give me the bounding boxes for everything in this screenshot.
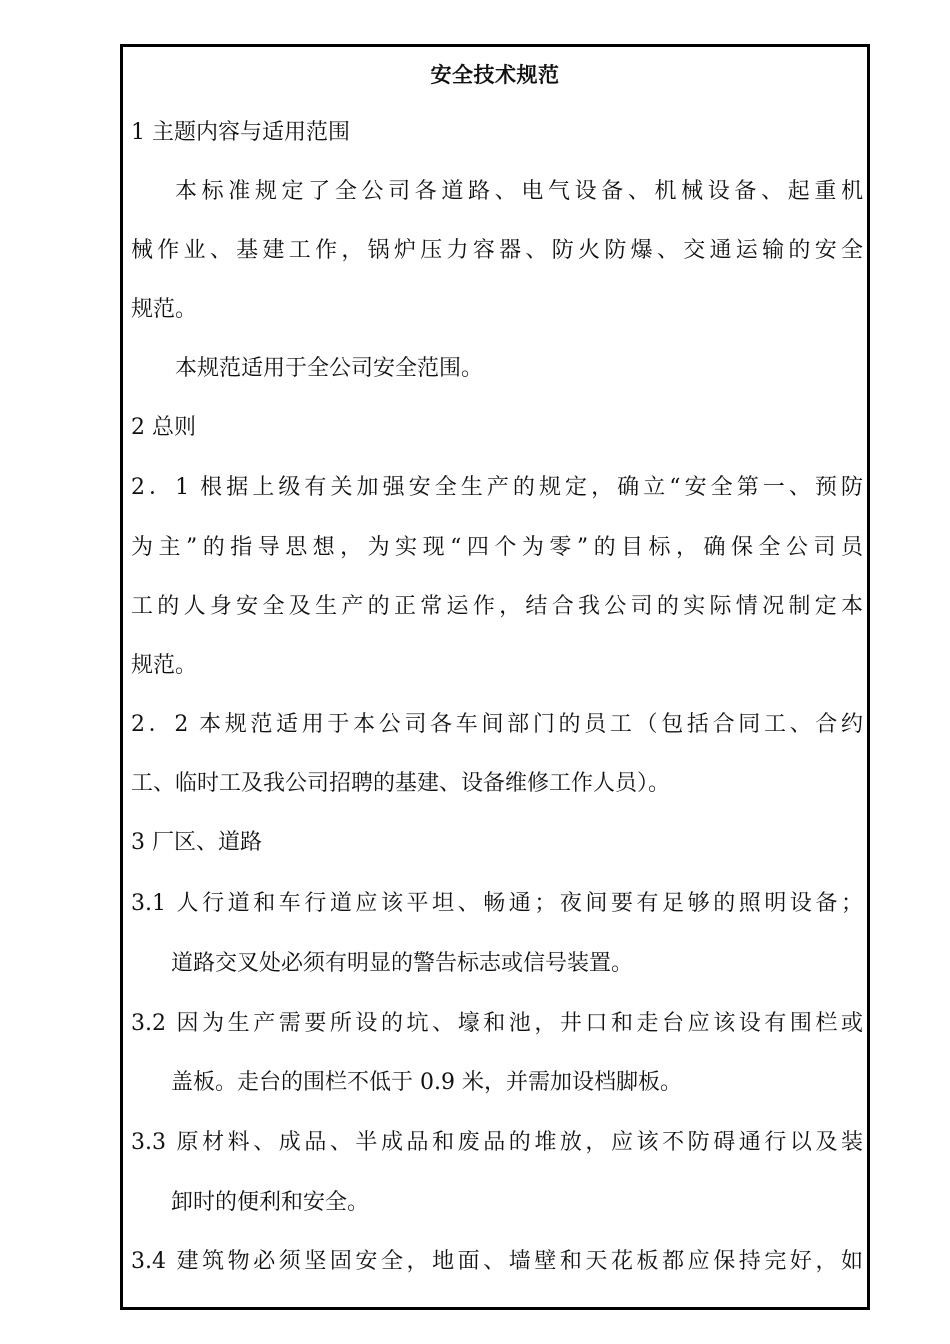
- clause-line: 2．1 根据上级有关加强安全生产的规定，确立“安全第一、预防: [131, 475, 863, 500]
- clause-line: 3.2 因为生产需要所设的坑、壕和池，井口和走台应该设有围栏或: [131, 1011, 863, 1036]
- clause-line: 规范。: [131, 653, 198, 678]
- clause-line: 工、临时工及我公司招聘的基建、设备维修工作人员）。: [131, 771, 671, 796]
- section-heading-3: 3 厂区、道路: [131, 830, 262, 855]
- document-frame: [120, 44, 870, 1310]
- paragraph-line: 本标准规定了全公司各道路、电气设备、机械设备、起重机: [175, 179, 863, 204]
- clause-line: 卸时的便利和安全。: [171, 1190, 370, 1215]
- section-heading-1: 1 主题内容与适用范围: [131, 120, 350, 145]
- clause-line: 2．2 本规范适用于本公司各车间部门的员工（包括合同工、合约: [131, 712, 863, 737]
- clause-line: 3.1 人行道和车行道应该平坦、畅通；夜间要有足够的照明设备；: [131, 891, 863, 916]
- paragraph-line: 规范。: [131, 297, 198, 322]
- paragraph-line: 械作业、基建工作，锅炉压力容器、防火防爆、交通运输的安全: [131, 238, 863, 263]
- document-title: 安全技术规范: [430, 63, 560, 87]
- clause-line: 3.3 原材料、成品、半成品和废品的堆放，应该不防碍通行以及装: [131, 1130, 863, 1155]
- clause-line: 道路交叉处必须有明显的警告标志或信号装置。: [171, 951, 634, 976]
- paragraph-line: 本规范适用于全公司安全范围。: [175, 356, 484, 381]
- section-heading-2: 2 总则: [131, 415, 196, 440]
- clause-line: 为主”的指导思想，为实现“四个为零”的目标，确保全公司员: [131, 535, 863, 560]
- clause-line: 盖板。走台的围栏不低于 0.9 米，并需加设档脚板。: [171, 1070, 682, 1095]
- clause-line: 3.4 建筑物必须坚固安全，地面、墙壁和天花板都应保持完好，如: [131, 1249, 863, 1274]
- clause-line: 工的人身安全及生产的正常运作，结合我公司的实际情况制定本: [131, 594, 863, 619]
